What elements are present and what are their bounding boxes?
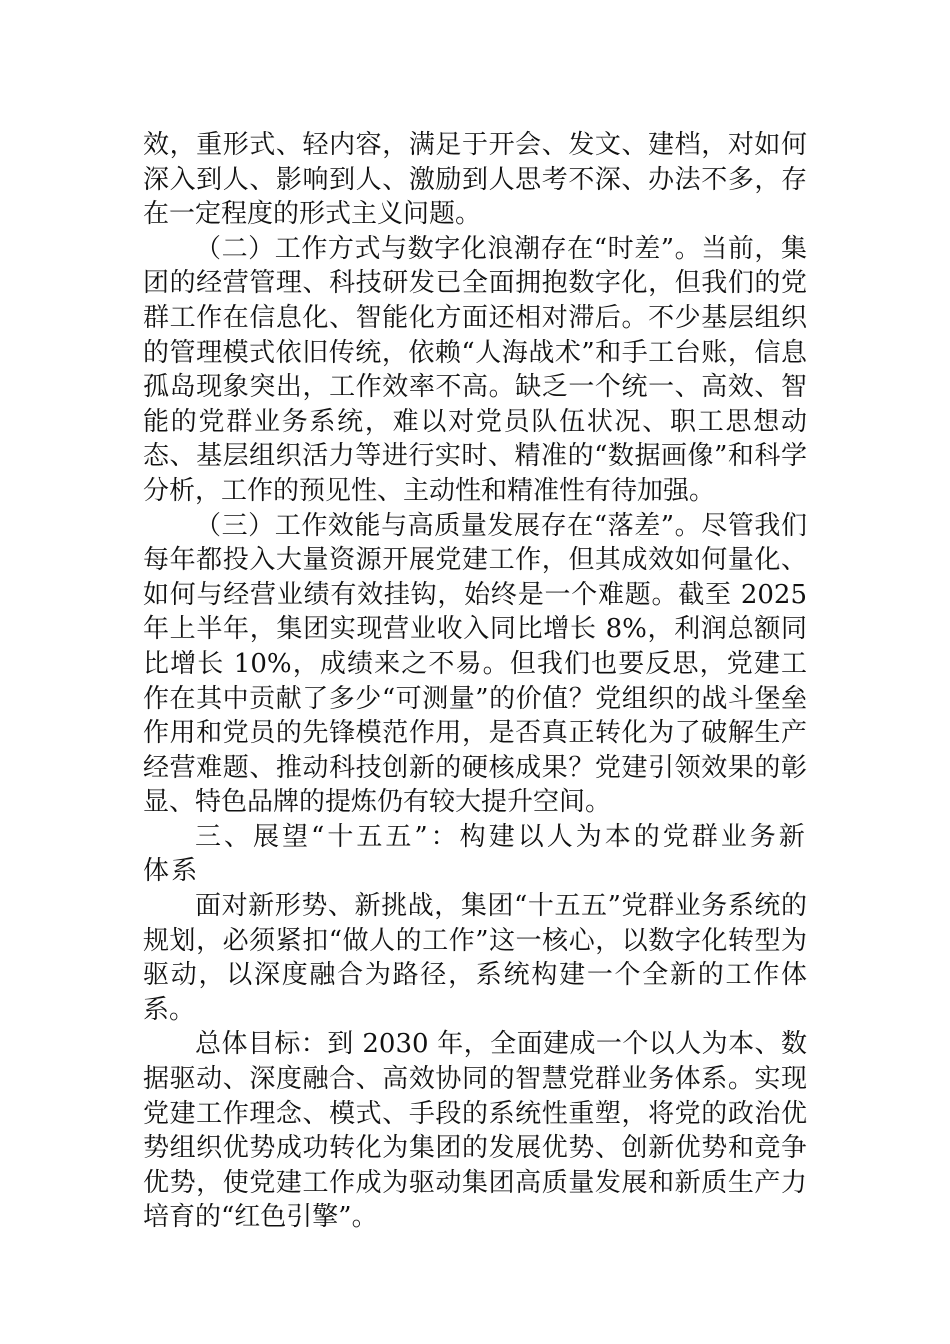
paragraph-new-situation: 面对新形势、新挑战，集团“十五五”党群业务系统的规划，必须紧扣“做人的工作”这一核心，以数字化转型为驱动，以深度融合为路径，系统构建一个全新的工作体系。 [143,891,807,1025]
paragraph-work-efficiency: （三）工作效能与高质量发展存在“落差”。尽管我们每年都投入大量资源开展党建工作，但其成效如何量化、如何与经营业绩有效挂钩，始终是一个难题。截至 2025 年上半年，集团实现营业收入同比增长 8%，利润总额同比增长 10%，成绩来之不易。但我们也要反思，党建工作在其中贡献了多少“可测量”的价值？党组织的战斗堡垒作用和党员的先锋模范作用，是否真正转化为了破解生产经营难题、推动科技创新的硬核成果？党建引领效果的彰显、特色品牌的提炼仍有较大提升空间。 [143,510,807,818]
document-page [143,128,807,1235]
paragraph-continuation: 效，重形式、轻内容，满足于开会、发文、建档，对如何深入到人、影响到人、激励到人思考不深、办法不多，存在一定程度的形式主义问题。 [143,130,807,230]
paragraph-overall-goal: 总体目标：到 2030 年，全面建成一个以人为本、数据驱动、深度融合、高效协同的智慧党群业务体系。实现党建工作理念、模式、手段的系统性重塑，将党的政治优势组织优势成功转化为集团的发展优势、创新优势和竞争优势，使党建工作成为驱动集团高质量发展和新质生产力培育的“红色引擎”。 [143,1029,807,1233]
section-heading: 三、展望“十五五”：构建以人为本的党群业务新体系 [143,821,807,887]
paragraph-work-method: （二）工作方式与数字化浪潮存在“时差”。当前，集团的经营管理、科技研发已全面拥抱数字化，但我们的党群工作在信息化、智能化方面还相对滞后。不少基层组织的管理模式依旧传统，依赖“人海战术”和手工台账，信息孤岛现象突出，工作效率不高。缺乏一个统一、高效、智能的党群业务系统，难以对党员队伍状况、职工思想动态、基层组织活力等进行实时、精准的“数据画像”和科学分析，工作的预见性、主动性和精准性有待加强。 [143,233,807,506]
